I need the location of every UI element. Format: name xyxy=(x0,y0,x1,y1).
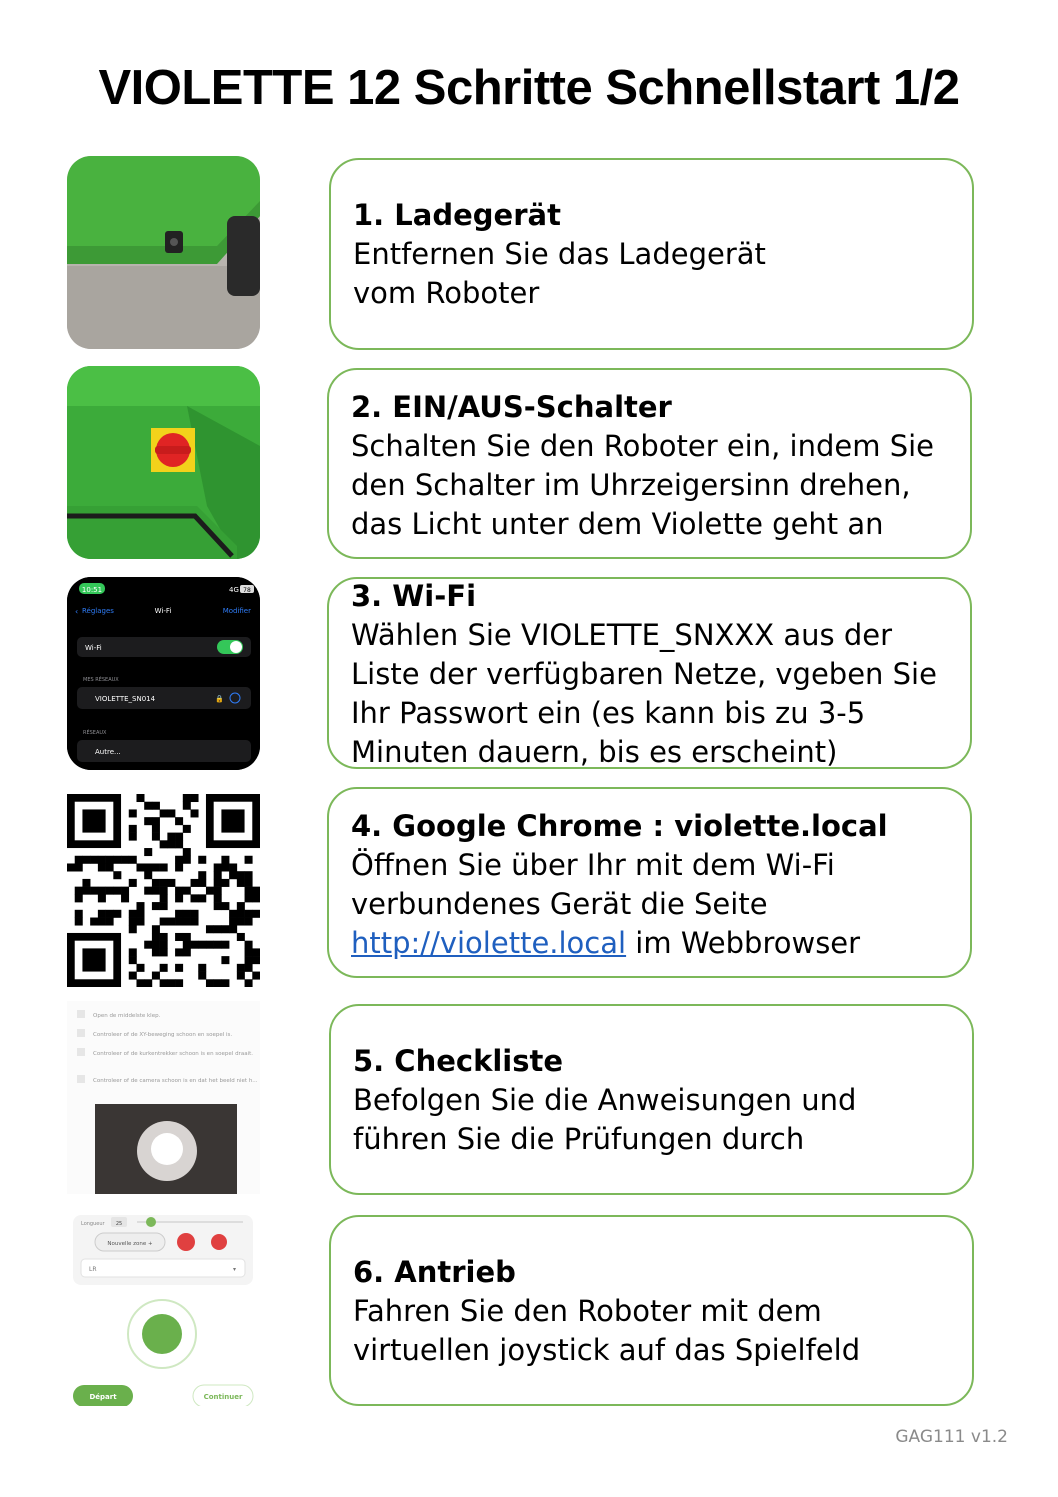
document-code: GAG111 v1.2 xyxy=(895,1427,1008,1447)
checklist-screenshot xyxy=(67,1001,260,1194)
qr-module xyxy=(90,887,98,895)
qr-module xyxy=(121,887,129,895)
qr-module xyxy=(152,933,160,941)
checklist-item: Controleer of de kurkentrekker schoon is en soepel draait. xyxy=(93,1051,253,1057)
qr-module xyxy=(160,863,168,871)
qr-module xyxy=(214,941,222,949)
qr-module xyxy=(106,856,114,864)
qr-module xyxy=(98,918,106,926)
qr-module xyxy=(183,910,191,918)
qr-module xyxy=(152,925,160,933)
qr-module xyxy=(160,809,168,817)
qr-module xyxy=(245,871,253,879)
qr-module xyxy=(175,964,183,972)
qr-module xyxy=(245,894,253,902)
checkbox[interactable] xyxy=(77,1029,85,1037)
qr-module xyxy=(160,964,168,972)
chevron-down-icon: ▾ xyxy=(233,1266,237,1273)
qr-module xyxy=(160,979,168,987)
qr-module xyxy=(191,910,199,918)
qr-module xyxy=(152,879,160,887)
qr-module xyxy=(129,856,137,864)
qr-module xyxy=(152,863,160,871)
continue-button-label: Continuer xyxy=(203,1393,243,1401)
qr-module xyxy=(129,809,137,817)
qr-module xyxy=(175,948,183,956)
zone-select-value: LR xyxy=(89,1266,97,1273)
qr-module xyxy=(183,941,191,949)
qr-module xyxy=(221,979,229,987)
qr-module xyxy=(237,918,245,926)
qr-module xyxy=(82,856,90,864)
qr-module xyxy=(121,856,129,864)
qr-module xyxy=(129,972,137,980)
qr-module xyxy=(113,910,121,918)
qr-module xyxy=(245,979,253,987)
qr-module xyxy=(106,918,114,926)
step-body: Entfernen Sie das Ladegerät vom Roboter xyxy=(353,237,766,310)
qr-module xyxy=(129,948,137,956)
checkbox[interactable] xyxy=(77,1010,85,1018)
qr-module xyxy=(214,979,222,987)
qr-module xyxy=(198,941,206,949)
qr-module xyxy=(160,879,168,887)
lock-icon: 🔒 xyxy=(215,695,224,703)
network-name: VIOLETTE_SN014 xyxy=(95,695,156,703)
qr-module xyxy=(152,825,160,833)
checkbox[interactable] xyxy=(77,1075,85,1083)
section-mine-label: MES RÉSEAUX xyxy=(83,677,119,683)
qr-module xyxy=(160,941,168,949)
qr-module xyxy=(183,856,191,864)
qr-module xyxy=(136,918,144,926)
qr-module xyxy=(237,964,245,972)
qr-module xyxy=(198,894,206,902)
qr-module xyxy=(82,887,90,895)
qr-module xyxy=(191,918,199,926)
qr-module xyxy=(229,910,237,918)
qr-module xyxy=(175,833,183,841)
qr-module xyxy=(237,933,245,941)
step-body-text: im Webbrowser xyxy=(626,926,861,960)
qr-module xyxy=(214,902,222,910)
qr-module xyxy=(75,863,83,871)
qr-module xyxy=(98,887,106,895)
qr-module xyxy=(160,894,168,902)
qr-module xyxy=(245,964,253,972)
qr-module xyxy=(113,887,121,895)
qr-module xyxy=(221,941,229,949)
checklist-item: Open de middelste klep. xyxy=(93,1013,161,1019)
qr-module xyxy=(206,887,214,895)
qr-module xyxy=(214,887,222,895)
target-icon[interactable] xyxy=(211,1234,227,1250)
page-title: VIOLETTE 12 Schritte Schnellstart 1/2 xyxy=(98,61,960,115)
qr-module xyxy=(152,941,160,949)
qr-module xyxy=(245,941,253,949)
checkbox[interactable] xyxy=(77,1048,85,1056)
qr-module xyxy=(237,910,245,918)
qr-module xyxy=(175,979,183,987)
qr-module xyxy=(90,856,98,864)
qr-module xyxy=(175,887,183,895)
qr-module xyxy=(191,809,199,817)
qr-module xyxy=(160,918,168,926)
qr-module xyxy=(229,863,237,871)
qr-module xyxy=(183,794,191,802)
step-title: 2. EIN/AUS-Schalter xyxy=(351,390,672,424)
qr-module xyxy=(106,887,114,895)
violette-local-link[interactable]: http://violette.local xyxy=(351,926,627,960)
qr-module xyxy=(75,894,83,902)
step-title: 3. Wi-Fi xyxy=(351,579,477,613)
qr-module xyxy=(160,840,168,848)
qr-module xyxy=(129,825,137,833)
qr-module xyxy=(136,910,144,918)
qr-module xyxy=(214,894,222,902)
qr-module xyxy=(175,856,183,864)
qr-module xyxy=(252,956,260,964)
step-body: Fahren Sie den Roboter mit dem virtuellen joystick auf das Spielfeld xyxy=(353,1294,861,1367)
qr-module xyxy=(191,879,199,887)
qr-module xyxy=(183,825,191,833)
edit-link[interactable]: Modifier xyxy=(222,607,251,615)
qr-module xyxy=(152,972,160,980)
qr-module xyxy=(90,918,98,926)
joystick-knob[interactable] xyxy=(142,1314,182,1354)
qr-module xyxy=(237,902,245,910)
qr-module xyxy=(113,871,121,879)
qr-module xyxy=(129,918,137,926)
qr-module xyxy=(144,863,152,871)
qr-module xyxy=(206,979,214,987)
qr-module xyxy=(245,948,253,956)
qr-module xyxy=(175,817,183,825)
qr-module xyxy=(245,910,253,918)
qr-module xyxy=(198,879,206,887)
qr-module xyxy=(160,948,168,956)
other-network-label: Autre... xyxy=(95,748,121,756)
qr-module xyxy=(167,833,175,841)
length-value: 25 xyxy=(115,1221,123,1227)
qr-module xyxy=(237,871,245,879)
step-title: 6. Antrieb xyxy=(353,1255,516,1289)
qr-module xyxy=(229,918,237,926)
qr-module xyxy=(198,964,206,972)
qr-module xyxy=(106,910,114,918)
qr-module xyxy=(129,910,137,918)
qr-module xyxy=(98,863,106,871)
qr-module xyxy=(245,918,253,926)
zone-select[interactable] xyxy=(81,1259,245,1277)
step-6-card xyxy=(329,1215,974,1406)
step-5-card xyxy=(329,1004,974,1195)
qr-module xyxy=(206,941,214,949)
qr-module xyxy=(152,948,160,956)
delete-icon[interactable] xyxy=(177,1233,195,1251)
qr-module xyxy=(229,871,237,879)
section-other-label: RÉSEAUX xyxy=(83,730,107,736)
qr-module xyxy=(198,856,206,864)
qr-module xyxy=(144,871,152,879)
step-1-card xyxy=(329,158,974,350)
qr-module xyxy=(237,972,245,980)
qr-module xyxy=(144,817,152,825)
qr-module xyxy=(144,979,152,987)
qr-module xyxy=(221,863,229,871)
qr-module xyxy=(221,956,229,964)
qr-module xyxy=(129,925,137,933)
qr-module xyxy=(191,794,199,802)
new-zone-label: Nouvelle zone + xyxy=(107,1241,153,1247)
qr-module xyxy=(183,848,191,856)
qr-module xyxy=(183,918,191,926)
qr-module xyxy=(252,972,260,980)
qr-module xyxy=(144,941,152,949)
qr-module xyxy=(175,863,183,871)
qr-module xyxy=(152,902,160,910)
qr-finder xyxy=(221,809,244,832)
qr-module xyxy=(152,833,160,841)
qr-module xyxy=(75,918,83,926)
qr-module xyxy=(152,817,160,825)
step-title: 1. Ladegerät xyxy=(353,198,561,232)
step-body: Schalten Sie den Roboter ein, indem Sie den Schalter im Uhrzeigersinn drehen, das Licht unter dem Violette geht an xyxy=(351,429,935,541)
qr-module xyxy=(167,918,175,926)
qr-module xyxy=(183,948,191,956)
qr-module xyxy=(113,856,121,864)
qr-module xyxy=(98,856,106,864)
step-4-card xyxy=(327,787,972,978)
qr-module xyxy=(136,979,144,987)
qr-module xyxy=(67,863,75,871)
qr-module xyxy=(160,887,168,895)
qr-module xyxy=(129,833,137,841)
qr-module xyxy=(183,933,191,941)
qr-module xyxy=(198,871,206,879)
checklist-item: Controleer of de camera schoon is en dat het beeld niet h... xyxy=(93,1078,258,1084)
qr-module xyxy=(237,879,245,887)
qr-module xyxy=(75,856,83,864)
qr-module xyxy=(144,887,152,895)
qr-module xyxy=(221,856,229,864)
step-body: Wählen Sie VIOLETTE_SNXXX aus der Liste der verfügbaren Netze, vgeben Sie Ihr Passwort ein (es kann bis zu 3-5 Minuten dauern, bis es erscheint) xyxy=(351,618,937,769)
qr-module xyxy=(245,856,253,864)
step-body xyxy=(351,846,950,963)
qr-module xyxy=(221,925,229,933)
qr-module xyxy=(175,918,183,926)
qr-module xyxy=(106,863,114,871)
qr-module xyxy=(98,894,106,902)
qr-module xyxy=(252,887,260,895)
step-2-card xyxy=(327,368,972,559)
checklist-item: Controleer of de XY-beweging schoon en soepel is. xyxy=(93,1032,233,1038)
qr-module xyxy=(206,925,214,933)
signal-label: 4G xyxy=(229,586,239,594)
qr-module xyxy=(191,941,199,949)
qr-module xyxy=(82,879,90,887)
qr-module xyxy=(121,894,129,902)
qr-module xyxy=(183,802,191,810)
qr-module xyxy=(221,879,229,887)
qr-module xyxy=(167,840,175,848)
qr-module xyxy=(129,956,137,964)
qr-module xyxy=(214,925,222,933)
qr-module xyxy=(75,910,83,918)
screen-header: Wi-Fi xyxy=(154,607,172,615)
qr-module xyxy=(136,902,144,910)
qr-module xyxy=(175,840,183,848)
qr-module xyxy=(245,879,253,887)
qr-module xyxy=(175,933,183,941)
back-link[interactable]: Réglages xyxy=(82,607,114,615)
charger-photo xyxy=(67,156,260,349)
length-label: Longueur xyxy=(81,1221,105,1227)
qr-module xyxy=(160,902,168,910)
qr-module xyxy=(136,863,144,871)
qr-module xyxy=(160,933,168,941)
qr-module xyxy=(144,802,152,810)
qr-module xyxy=(214,871,222,879)
step-title: 4. Google Chrome : violette.local xyxy=(351,809,888,843)
qr-finder xyxy=(82,809,105,832)
qr-module xyxy=(229,925,237,933)
qr-module xyxy=(252,894,260,902)
qr-module xyxy=(75,887,83,895)
qr-module xyxy=(183,887,191,895)
qr-module xyxy=(144,848,152,856)
start-button-label: Départ xyxy=(89,1393,117,1401)
qr-module xyxy=(175,910,183,918)
qr-module xyxy=(252,948,260,956)
wifi-toggle-label: Wi-Fi xyxy=(85,644,102,652)
power-switch-photo xyxy=(67,366,260,559)
qr-module xyxy=(191,894,199,902)
qr-module xyxy=(221,902,229,910)
qr-module xyxy=(214,879,222,887)
step-body: Befolgen Sie die Anweisungen und führen Sie die Prüfungen durch xyxy=(353,1083,857,1156)
step-title: 5. Checkliste xyxy=(353,1044,564,1078)
qr-code-icon xyxy=(67,794,260,987)
time-label: 10:51 xyxy=(81,586,103,594)
qr-module xyxy=(167,979,175,987)
qr-module xyxy=(152,802,160,810)
qr-module xyxy=(198,972,206,980)
qr-module xyxy=(136,964,144,972)
qr-module xyxy=(98,910,106,918)
step-3-card xyxy=(327,577,972,769)
back-chevron-icon[interactable]: ‹ xyxy=(75,607,79,616)
qr-module xyxy=(167,809,175,817)
qr-module xyxy=(245,956,253,964)
wifi-screenshot xyxy=(67,577,260,770)
qr-finder xyxy=(82,948,105,971)
length-slider[interactable] xyxy=(146,1217,156,1227)
joystick-screenshot xyxy=(67,1213,260,1406)
qr-module xyxy=(175,894,183,902)
qr-module xyxy=(152,887,160,895)
qr-module xyxy=(136,794,144,802)
qr-module xyxy=(129,879,137,887)
qr-module xyxy=(167,879,175,887)
qr-module xyxy=(245,887,253,895)
qr-module xyxy=(214,863,222,871)
step-body-text: Öffnen Sie über Ihr mit dem Wi-Fi verbundenes Gerät die Seite xyxy=(351,848,835,921)
qr-module xyxy=(252,910,260,918)
battery-label: 78 xyxy=(243,587,251,594)
